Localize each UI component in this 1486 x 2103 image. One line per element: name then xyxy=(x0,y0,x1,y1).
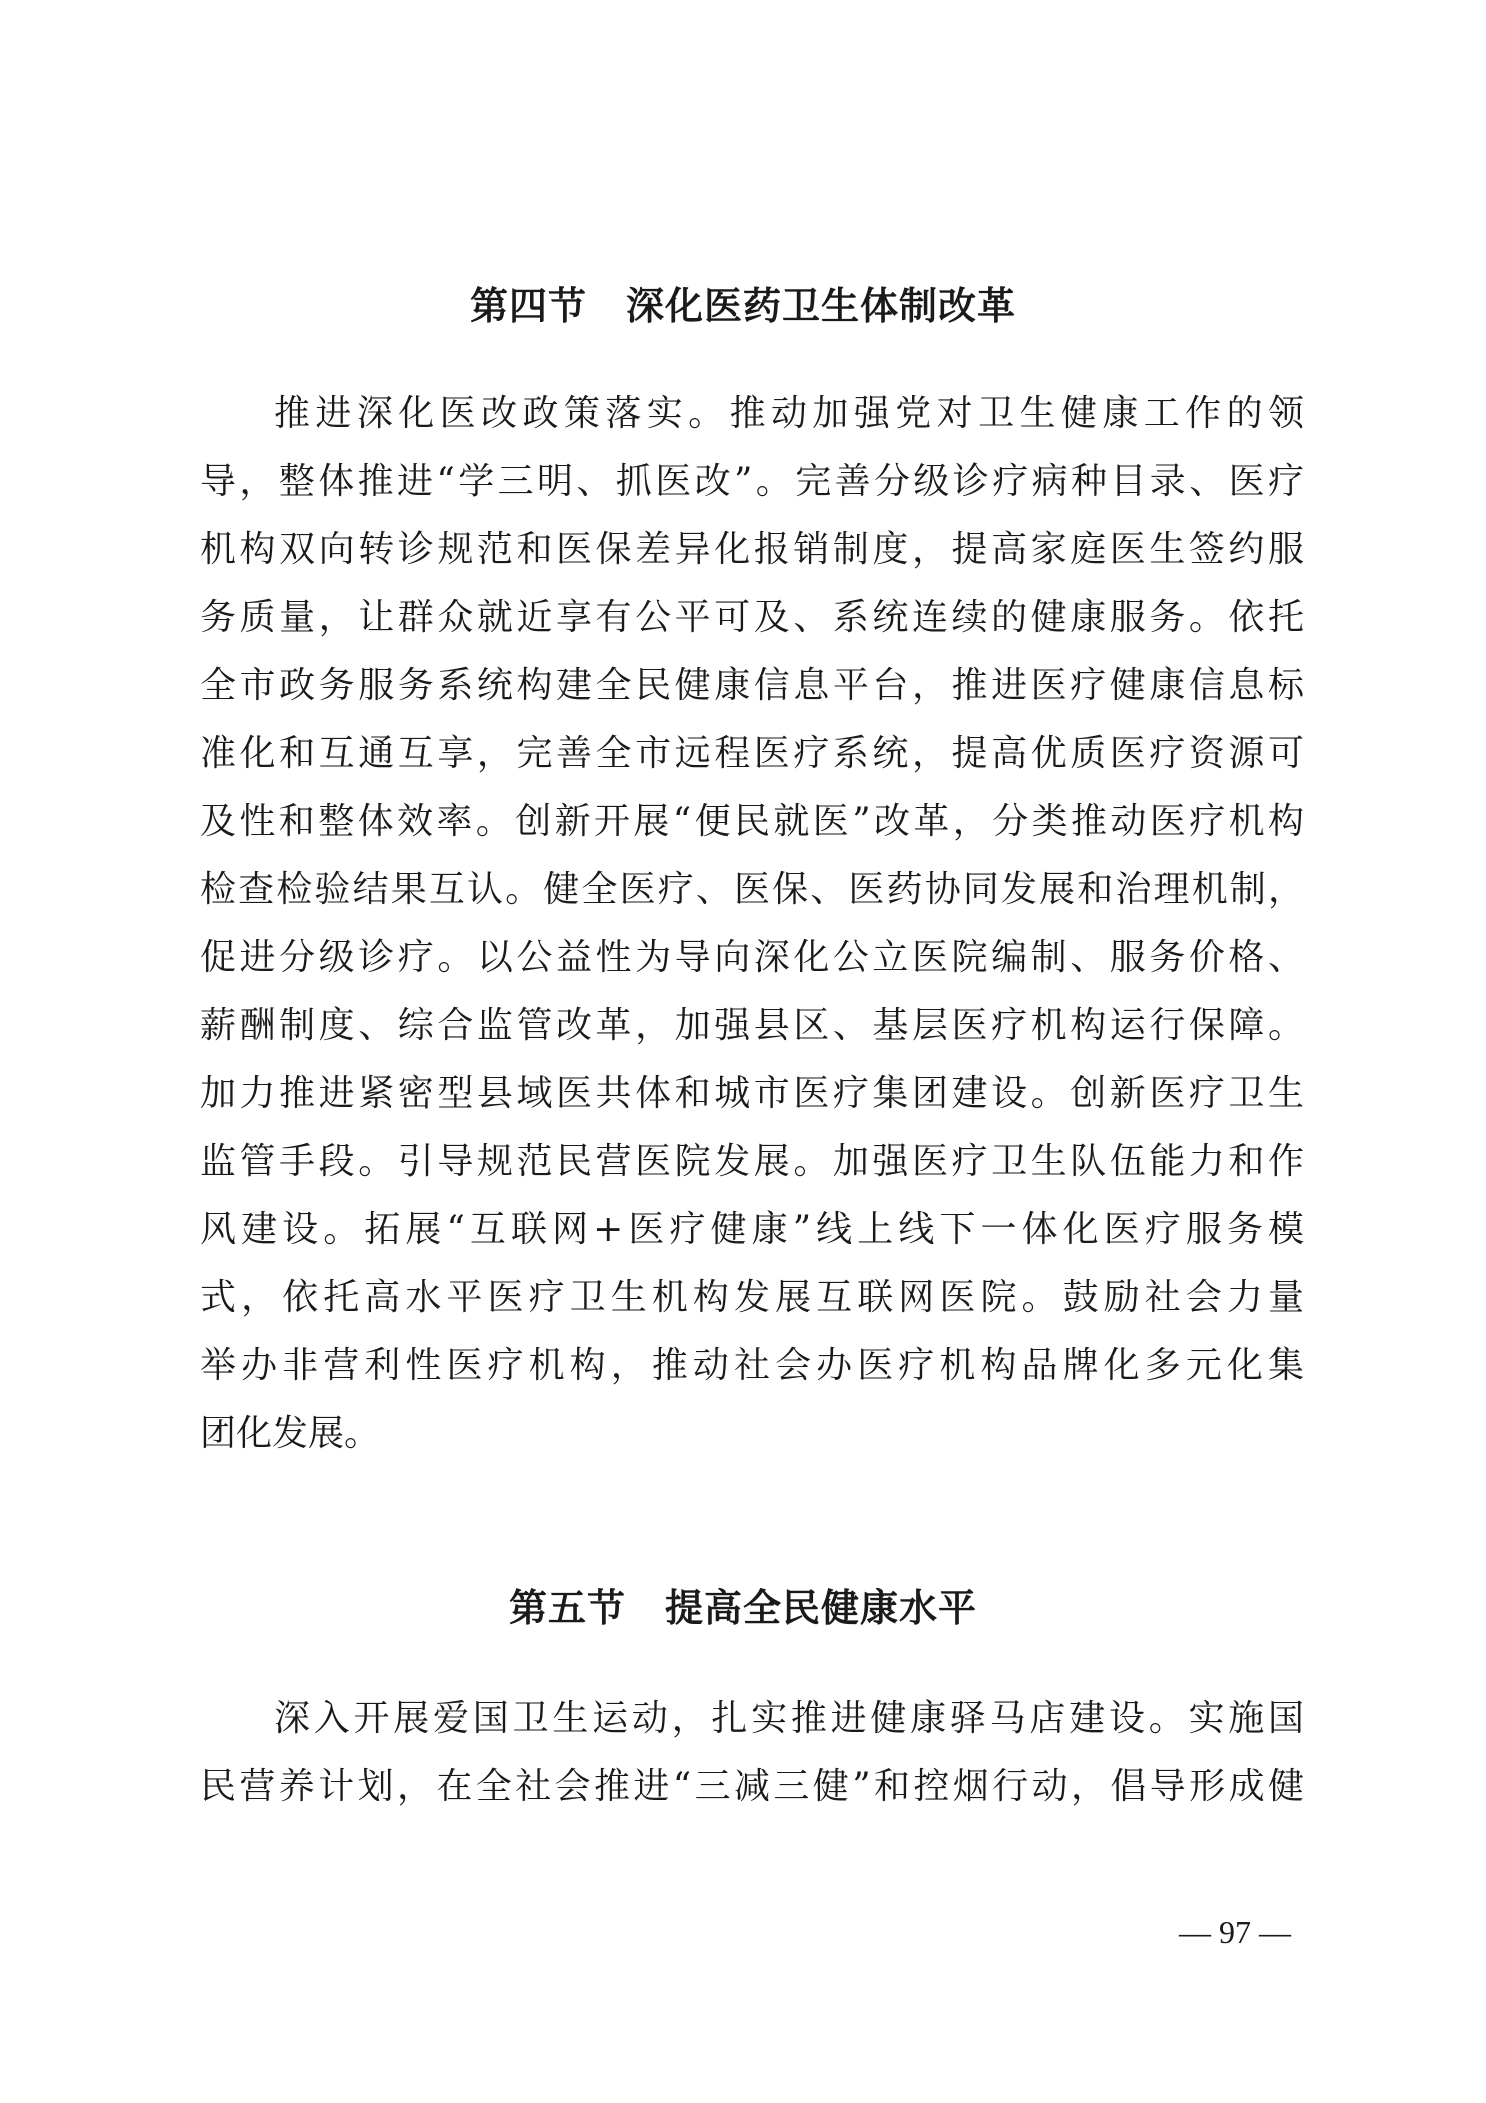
body-line: 团化发展。 xyxy=(200,1413,381,1454)
body-line: 推进深化医改政策落实。推动加强党对卫生健康工作的领 xyxy=(274,393,1304,434)
body-line: 务质量，让群众就近享有公平可及、系统连续的健康服务。依托 xyxy=(200,597,1304,638)
body-line: 加力推进紧密型县域医共体和城市医疗集团建设。创新医疗卫生 xyxy=(200,1073,1304,1114)
body-line: 风建设。拓展“互联网+医疗健康”线上线下一体化医疗服务模 xyxy=(200,1209,1304,1250)
section-body xyxy=(200,380,1304,1468)
body-line: 导，整体推进“学三明、抓医改”。完善分级诊疗病种目录、医疗 xyxy=(200,461,1304,502)
body-line: 促进分级诊疗。以公益性为导向深化公立医院编制、服务价格、 xyxy=(200,937,1304,978)
body-line: 民营养计划，在全社会推进“三减三健”和控烟行动，倡导形成健 xyxy=(200,1766,1304,1807)
body-line: 机构双向转诊规范和医保差异化报销制度，提高家庭医生签约服 xyxy=(200,529,1304,570)
section-body xyxy=(200,1685,1304,1821)
page-number: — 97 — xyxy=(1179,1914,1291,1950)
body-line: 检查检验结果互认。健全医疗、医保、医药协同发展和治理机制， xyxy=(200,869,1304,910)
section-heading: 第五节 提高全民健康水平 xyxy=(508,1585,977,1630)
body-line: 准化和互通互享，完善全市远程医疗系统，提高优质医疗资源可 xyxy=(200,733,1304,774)
body-line: 式，依托高水平医疗卫生机构发展互联网医院。鼓励社会力量 xyxy=(200,1277,1304,1318)
body-line: 全市政务服务系统构建全民健康信息平台，推进医疗健康信息标 xyxy=(200,665,1304,706)
body-line: 举办非营利性医疗机构，推动社会办医疗机构品牌化多元化集 xyxy=(200,1345,1304,1386)
section-heading: 第四节 深化医药卫生体制改革 xyxy=(469,283,1016,328)
body-line: 及性和整体效率。创新开展“便民就医”改革，分类推动医疗机构 xyxy=(200,801,1304,842)
body-line: 监管手段。引导规范民营医院发展。加强医疗卫生队伍能力和作 xyxy=(200,1141,1304,1182)
body-line: 深入开展爱国卫生运动，扎实推进健康驿马店建设。实施国 xyxy=(274,1698,1304,1739)
body-line: 薪酬制度、综合监管改革，加强县区、基层医疗机构运行保障。 xyxy=(200,1005,1304,1046)
